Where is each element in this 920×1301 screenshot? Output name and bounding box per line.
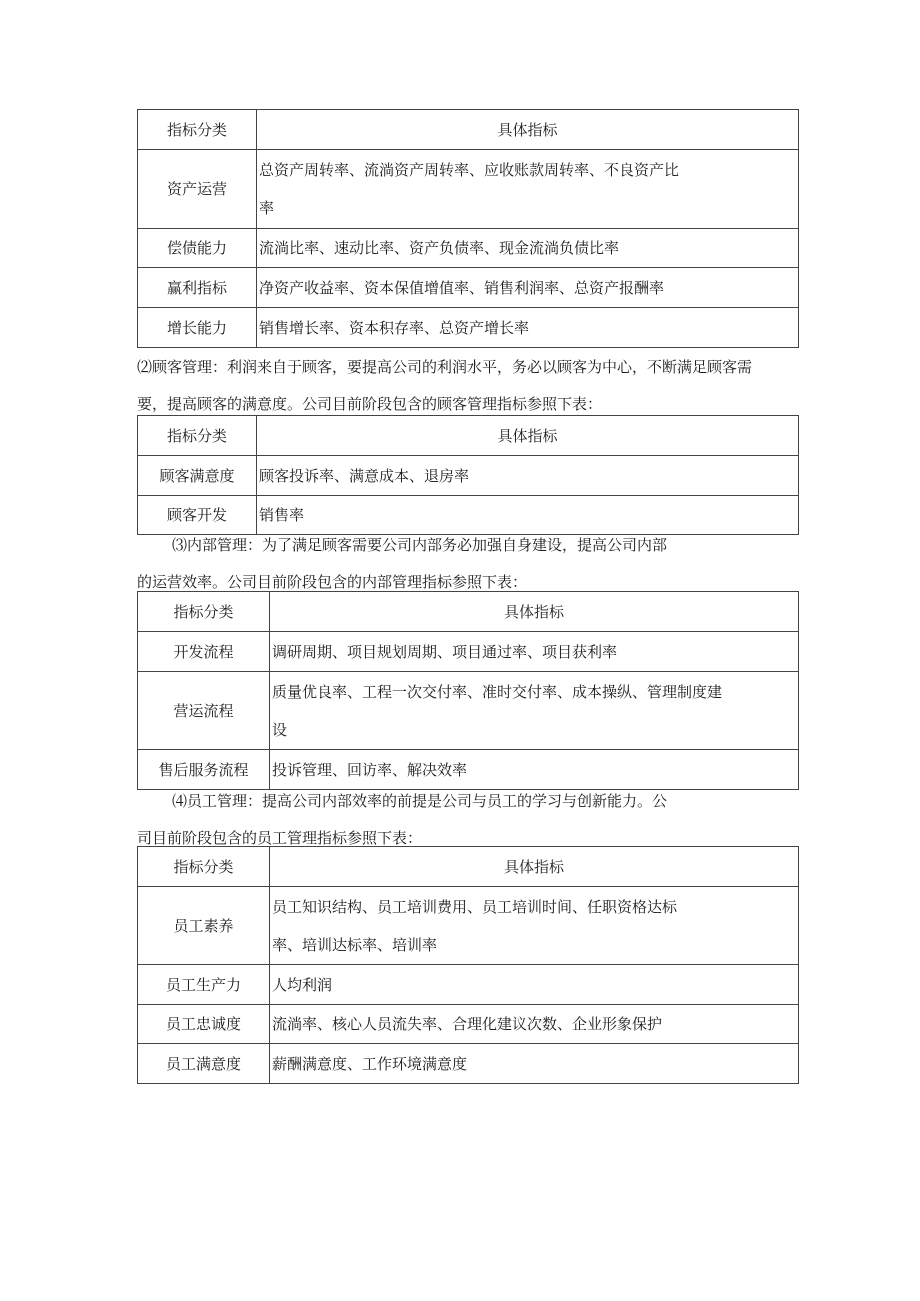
row-detail: 流淌比率、速动比率、资产负债率、现金流淌负债比率 (257, 229, 799, 268)
header-detail: 具体指标 (270, 592, 799, 632)
row-detail-line: 率 (259, 199, 275, 217)
row-detail-line: 率、培训达标率、培训率 (272, 935, 438, 954)
paragraph-line: ⑷员工管理：提高公司内部效率的前提是公司与员工的学习与创新能力。公 (172, 792, 668, 810)
customer-management-paragraph (137, 358, 752, 413)
header-detail: 具体指标 (270, 847, 799, 887)
table-row (138, 965, 799, 1005)
header-category: 指标分类 (138, 416, 257, 456)
row-detail: 调研周期、项目规划周期、项目通过率、项目获利率 (270, 632, 799, 672)
table-row (138, 1044, 799, 1084)
row-detail: 销售增长率、资本积存率、总资产增长率 (257, 308, 799, 348)
row-category: 顾客满意度 (138, 456, 257, 496)
table-row (138, 229, 799, 268)
row-category: 员工忠诚度 (138, 1005, 270, 1044)
row-detail: 顾客投诉率、满意成本、退房率 (257, 456, 799, 496)
row-category: 增长能力 (138, 308, 257, 348)
internal-management-paragraph (137, 536, 667, 591)
row-detail: 投诉管理、回访率、解决效率 (270, 750, 799, 790)
row-category: 顾客开发 (138, 496, 257, 535)
table-row (138, 672, 799, 750)
row-category: 开发流程 (138, 632, 270, 672)
paragraph-line: ⑵顾客管理：利润来自于顾客，要提高公司的利润水平，务必以顾客为中心，不断满足顾客需 (137, 358, 753, 376)
row-category: 员工素养 (138, 887, 270, 965)
table-header-row (138, 847, 799, 887)
paragraph-line: ⑶内部管理：为了满足顾客需要公司内部务必加强自身建设，提高公司内部 (172, 536, 668, 554)
paragraph-line: 要，提高顾客的满意度。公司目前阶段包含的顾客管理指标参照下表： (137, 395, 603, 413)
row-detail (270, 672, 799, 750)
row-category: 员工满意度 (138, 1044, 270, 1084)
table-row (138, 496, 799, 535)
row-detail: 流淌率、核心人员流失率、合理化建议次数、企业形象保护 (270, 1005, 799, 1044)
table-header-row (138, 592, 799, 632)
table-header-row (138, 110, 799, 150)
table-row (138, 750, 799, 790)
table-header-row (138, 416, 799, 456)
header-detail: 具体指标 (257, 416, 799, 456)
financial-indicator-table (137, 109, 799, 348)
row-detail: 薪酬满意度、工作环境满意度 (270, 1044, 799, 1084)
employee-management-paragraph (137, 792, 667, 847)
row-detail: 人均利润 (270, 965, 799, 1005)
table-row (138, 308, 799, 348)
row-category: 营运流程 (138, 672, 270, 750)
row-detail-line: 总资产周转率、流淌资产周转率、应收账款周转率、不良资产比 (259, 161, 680, 179)
header-category: 指标分类 (138, 847, 270, 887)
row-category: 员工生产力 (138, 965, 270, 1005)
table-row (138, 456, 799, 496)
table-row (138, 632, 799, 672)
row-category: 赢利指标 (138, 268, 257, 308)
row-detail-line: 设 (272, 720, 288, 739)
row-category: 偿债能力 (138, 229, 257, 268)
row-detail (270, 887, 799, 965)
row-detail: 销售率 (257, 496, 799, 535)
table-row (138, 268, 799, 308)
internal-indicator-table (137, 591, 799, 790)
table-row (138, 887, 799, 965)
paragraph-line: 司目前阶段包含的员工管理指标参照下表： (137, 829, 423, 847)
row-detail-line: 员工知识结构、员工培训费用、员工培训时间、任职资格达标 (272, 897, 678, 916)
paragraph-line: 的运营效率。公司目前阶段包含的内部管理指标参照下表： (137, 573, 528, 591)
row-detail (257, 150, 799, 229)
header-category: 指标分类 (138, 110, 257, 150)
header-category: 指标分类 (138, 592, 270, 632)
customer-indicator-table (137, 415, 799, 535)
row-detail: 净资产收益率、资本保值增值率、销售利润率、总资产报酬率 (257, 268, 799, 308)
table-row (138, 1005, 799, 1044)
row-detail-line: 质量优良率、工程一次交付率、准时交付率、成本操纵、管理制度建 (272, 682, 723, 701)
row-category: 资产运营 (138, 150, 257, 229)
row-category: 售后服务流程 (138, 750, 270, 790)
header-detail: 具体指标 (257, 110, 799, 150)
table-row (138, 150, 799, 229)
employee-indicator-table (137, 846, 799, 1084)
